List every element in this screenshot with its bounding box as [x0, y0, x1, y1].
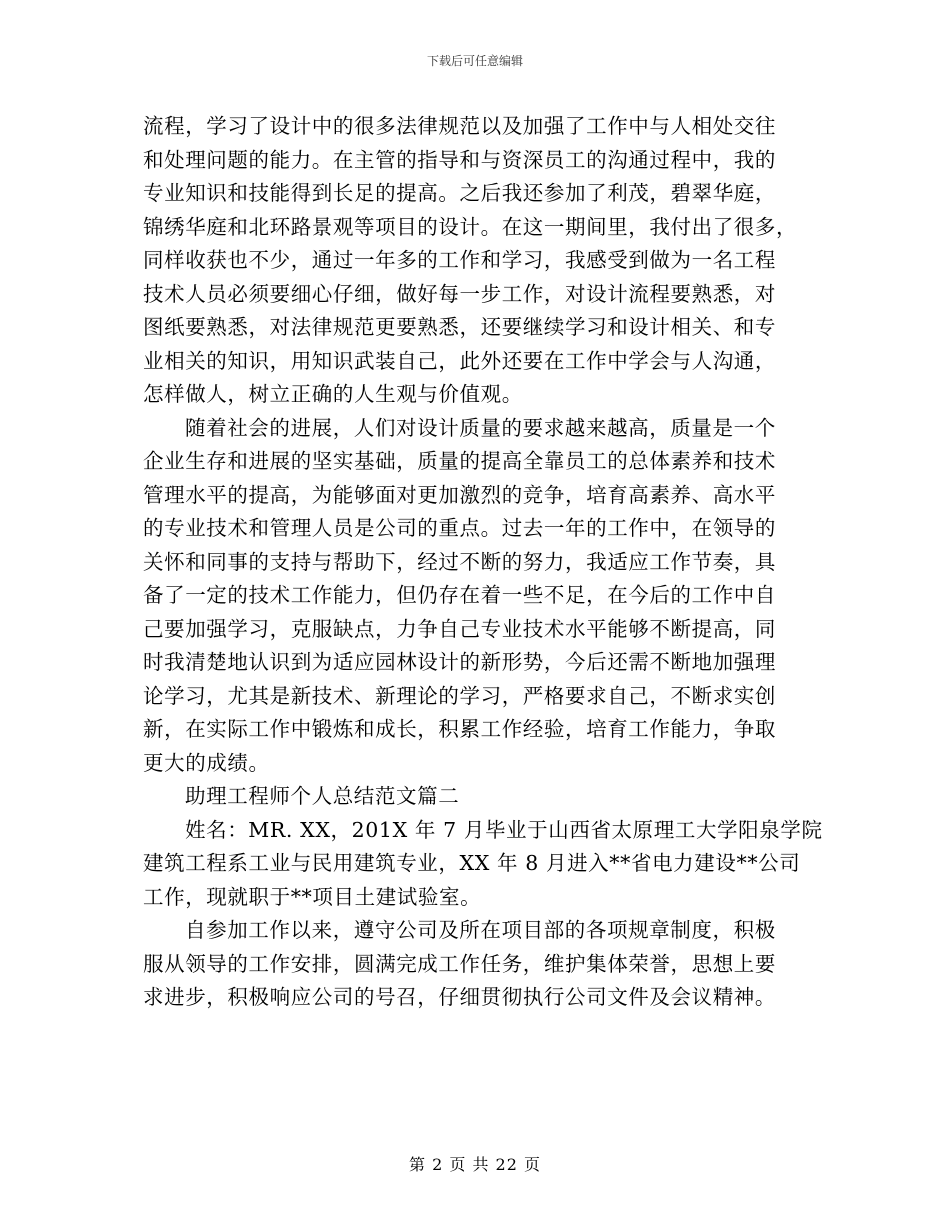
- text-line: 求进步，积极响应公司的号召，仔细贯彻执行公司文件及会议精神。: [143, 985, 776, 1009]
- text-line: 业相关的知识，用知识武装自己，此外还要在工作中学会与人沟通，: [143, 348, 776, 373]
- text-line: 技术人员必须要细心仔细，做好每一步工作，对设计流程要熟悉，对: [143, 281, 776, 306]
- document-body: [143, 110, 823, 1015]
- text-line: 同样收获也不少，通过一年多的工作和学习，我感受到做为一名工程: [143, 248, 776, 272]
- text-line: 专业知识和技能得到长足的提高。之后我还参加了利茂，碧翠华庭，: [143, 181, 776, 205]
- text-line: 锦绣华庭和北环路景观等项目的设计。在这一期间里，我付出了很多，: [143, 214, 798, 239]
- text-line: 和处理问题的能力。在主管的指导和与资深员工的沟通过程中，我的: [143, 147, 776, 172]
- text-line: 图纸要熟悉，对法律规范更要熟悉，还要继续学习和设计相关、和专: [143, 315, 776, 339]
- text-line: 论学习，尤其是新技术、新理论的学习，严格要求自己，不断求实创: [143, 683, 776, 708]
- paragraph-start-line: 随着社会的进展，人们对设计质量的要求越来越高，质量是一个: [185, 415, 776, 440]
- paragraph-start-line: 自参加工作以来，遵守公司及所在项目部的各项规章制度，积极: [185, 918, 776, 942]
- text-line: 工作，现就职于**项目土建试验室。: [143, 884, 482, 909]
- section-heading: 助理工程师个人总结范文篇二: [185, 784, 460, 808]
- text-line: 关怀和同事的支持与帮助下，经过不断的努力，我适应工作节奏，具: [143, 549, 776, 574]
- text-line: 己要加强学习，克服缺点，力争自己专业技术水平能够不断提高，同: [143, 616, 776, 641]
- text-line: 企业生存和进展的坚实基础，质量的提高全靠员工的总体素养和技术: [143, 449, 776, 473]
- text-line: 备了一定的技术工作能力，但仍存在着一些不足，在今后的工作中自: [143, 583, 776, 607]
- text-line: 流程，学习了设计中的很多法律规范以及加强了工作中与人相处交往: [143, 114, 776, 138]
- text-line: 时我清楚地认识到为适应园林设计的新形势，今后还需不断地加强理: [143, 650, 776, 674]
- text-line: 更大的成绩。: [143, 750, 270, 775]
- text-line: 的专业技术和管理人员是公司的重点。过去一年的工作中，在领导的: [143, 516, 776, 540]
- page-footer: 第 2 页 共 22 页: [409, 1155, 541, 1174]
- page-header: 下载后可任意编辑: [426, 54, 523, 68]
- text-line: 服从领导的工作安排，圆满完成工作任务，维护集体荣誉，思想上要: [143, 951, 776, 976]
- text-line: 管理水平的提高，为能够面对更加激烈的竞争，培育高素养、高水平: [143, 482, 776, 507]
- text-line: 新，在实际工作中锻炼和成长，积累工作经验，培育工作能力，争取: [143, 717, 776, 741]
- text-line: 建筑工程系工业与民用建筑专业，XX 年 8 月进入**省电力建设**公司: [143, 851, 801, 875]
- paragraph-start-line: 姓名：MR. XX，201X 年 7 月毕业于山西省太原理工大学阳泉学院: [185, 817, 823, 842]
- text-line: 怎样做人，树立正确的人生观与价值观。: [143, 382, 523, 406]
